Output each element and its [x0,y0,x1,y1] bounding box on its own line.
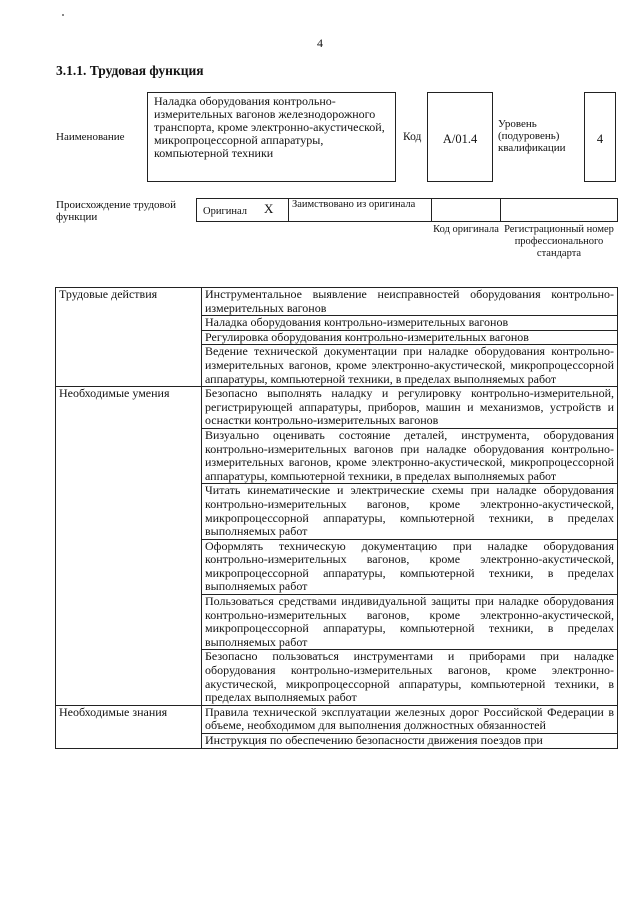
scan-dot [62,14,64,16]
table-cell: Безопасно пользоваться инструментами и приборами при наладке оборудования контрольно-измерительных вагонов, кроме электронно-акустической, микропроцессорной аппаратуры, компьютерной техники, в пределах выполняемых работ [202,650,618,705]
original-cell [196,198,289,222]
registration-number-cell [500,198,618,222]
qualification-level-box: 4 [584,92,616,182]
page-number: 4 [317,36,323,50]
origin-label: Происхождение трудовой функции [56,199,177,223]
table-cell: Ведение технической документации при наладке оборудования контрольно-измерительных вагонов, кроме электронно-акустической, микропроцессорной аппаратуры, компьютерной техники, в пределах выполняемых работ [202,345,618,387]
table-cell: Инструкция по обеспечению безопасности движения поездов при [202,734,618,749]
table-cell: Инструментальное выявление неисправностей оборудования контрольно-измерительных вагонов [202,288,618,316]
table-cell: Читать кинематические и электрические схемы при наладке оборудования контрольно-измерительных вагонов, кроме электронно-акустической, микропроцессорной аппаратуры, компьютерной техники, в пределах выполняемых работ [202,484,618,539]
function-code-box: А/01.4 [427,92,493,182]
section-heading: Необходимые умения [56,387,202,706]
level-label: Уровень (подуровень) квалификации [498,118,566,154]
function-table [55,287,618,749]
borrowed-cell [288,198,432,222]
section-title: 3.1.1. Трудовая функция [56,63,204,78]
table-cell: Наладка оборудования контрольно-измерительных вагонов [202,316,618,331]
table-cell: Безопасно выполнять наладку и регулировку контрольно-измерительной, регистрирующей аппаратуры, приборов, машин и механизмов, устройств и оснастки контрольно-измерительных вагонов [202,387,618,429]
table-row [56,387,618,429]
table-cell: Оформлять техническую документацию при наладке оборудования контрольно-измерительных вагонов, кроме электронно-акустической, микропроцессорной аппаратуры, компьютерной техники, в пределах выполняемых работ [202,539,618,594]
name-label: Наименование [56,131,125,143]
reg-number-caption: Регистрационный номер профессионального стандарта [504,224,614,259]
borrowed-label: Заимствовано из оригинала [292,199,416,210]
original-code-cell [431,198,501,222]
original-mark: X [264,201,274,216]
table-cell: Правила технической эксплуатации железных дорог Российской Федерации в объеме, необходимом для выполнения должностных обязанностей [202,705,618,733]
section-heading: Необходимые знания [56,705,202,748]
code-orig-caption: Код оригинала [433,224,499,235]
original-label: Оригинал [203,206,247,217]
function-name-box: Наладка оборудования контрольно-измерительных вагонов железнодорожного транспорта, кроме электронно-акустической, микропроцессорной аппаратуры, компьютерной техники [147,92,396,182]
table-cell: Пользоваться средствами индивидуальной защиты при наладке оборудования контрольно-измерительных вагонов, кроме электронно-акустической, микропроцессорной аппаратуры, компьютерной техники, в пределах выполняемых работ [202,595,618,650]
table-row [56,288,618,316]
origin-row [196,198,618,222]
table-cell: Визуально оценивать состояние деталей, инструмента, оборудования контрольно-измерительных вагонов при наладке оборудования контрольно-измерительных вагонов, кроме электронно-акустической, микропроцессорной аппаратуры, компьютерной техники, в пределах выполняемых работ [202,428,618,483]
table-cell: Регулировка оборудования контрольно-измерительных вагонов [202,330,618,345]
section-heading: Трудовые действия [56,288,202,387]
table-row [56,705,618,733]
code-label: Код [403,131,422,143]
